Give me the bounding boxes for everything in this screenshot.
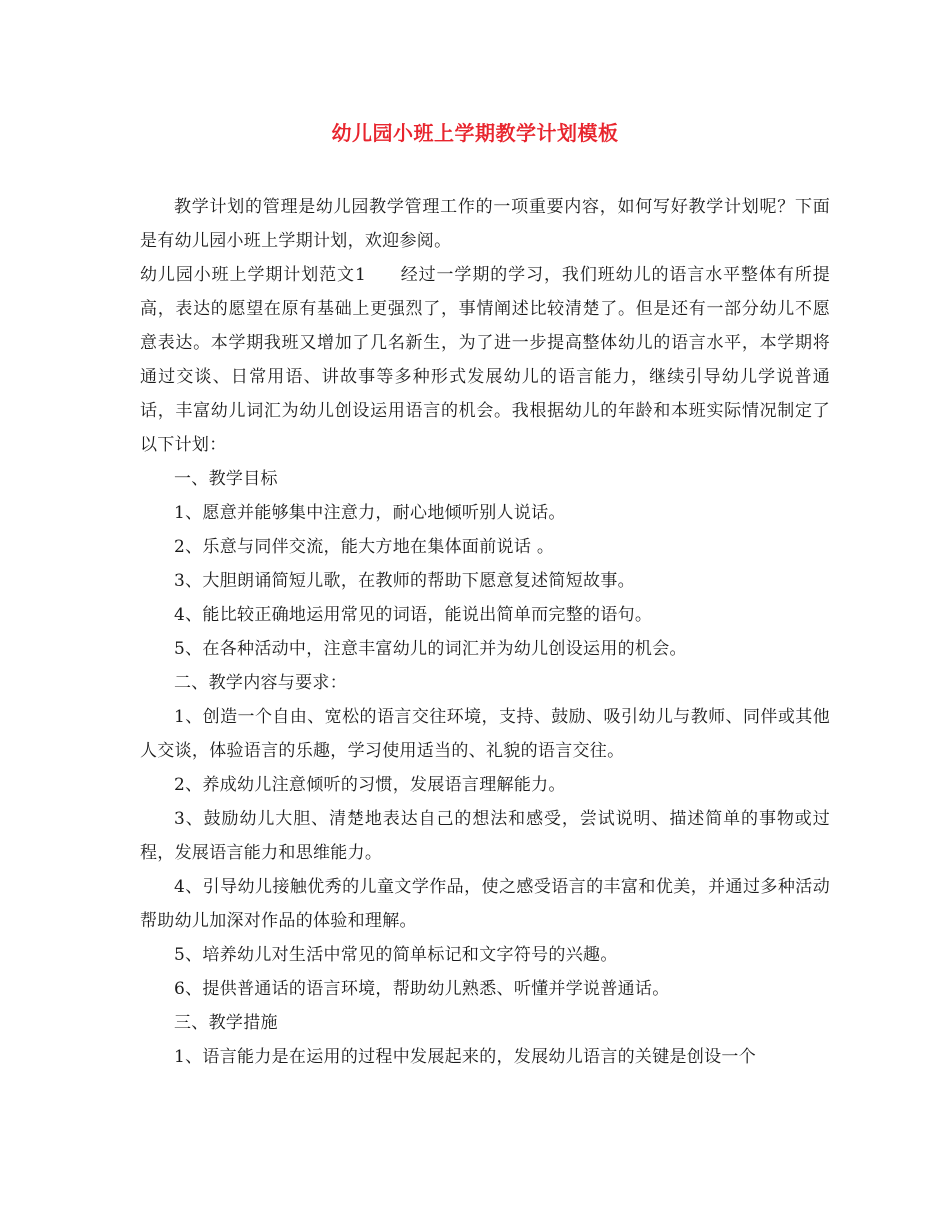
sample-text: 经过一学期的学习，我们班幼儿的语言水平整体有所提高，表达的愿望在原有基础上更强烈了，事情阐述比较清楚了。但是还有一部分幼儿不愿意表达。本学期我班又增加了几名新生，为了进一步提高整体幼儿的语言水平，本学期将通过交谈、日常用语、讲故事等多种形式发展幼儿的语言能力，继续引导幼儿学说普通话，丰富幼儿词汇为幼儿创设运用语言的机会。我根据幼儿的年龄和本班实际情况制定了以下计划：: [140, 265, 830, 455]
section-heading-objectives: 一、教学目标: [174, 469, 278, 489]
content-item: 3、鼓励幼儿大胆、清楚地表达自己的想法和感受，尝试说明、描述简单的事物或过程，发展语言能力和思维能力。: [140, 809, 830, 863]
objective-item: 3、大胆朗诵简短儿歌，在教师的帮助下愿意复述简短故事。: [174, 571, 635, 591]
measure-item: 1、语言能力是在运用的过程中发展起来的，发展幼儿语言的关键是创设一个: [174, 1047, 757, 1067]
content-item: 4、引导幼儿接触优秀的儿童文学作品，使之感受语言的丰富和优美，并通过多种活动帮助幼儿加深对作品的体验和理解。: [140, 877, 830, 931]
content-item: 2、养成幼儿注意倾听的习惯，发展语言理解能力。: [174, 775, 566, 795]
section-heading-content: 二、教学内容与要求：: [174, 673, 347, 693]
sample-heading: 幼儿园小班上学期计划范文1: [140, 265, 367, 285]
content-item: 5、培养幼儿对生活中常见的简单标记和文字符号的兴趣。: [174, 945, 618, 965]
objective-item: 4、能比较正确地运用常见的词语，能说出简单而完整的语句。: [174, 605, 653, 625]
objective-item: 1、愿意并能够集中注意力，耐心地倾听别人说话。: [174, 503, 566, 523]
document-title: 幼儿园小班上学期教学计划模板: [331, 121, 619, 145]
content-item: 6、提供普通话的语言环境，帮助幼儿熟悉、听懂并学说普通话。: [174, 979, 670, 999]
intro-paragraph: 教学计划的管理是幼儿园教学管理工作的一项重要内容，如何写好教学计划呢？下面是有幼儿园小班上学期计划，欢迎参阅。: [140, 197, 830, 251]
section-heading-measures: 三、教学措施: [174, 1013, 278, 1033]
sample-paragraph: [140, 258, 830, 462]
content-item: 1、创造一个自由、宽松的语言交往环境，支持、鼓励、吸引幼儿与教师、同伴或其他人交谈，体验语言的乐趣，学习使用适当的、礼貌的语言交往。: [140, 707, 830, 761]
objective-item: 2、乐意与同伴交流，能大方地在集体面前说话 。: [174, 537, 555, 557]
document-body: [140, 190, 830, 1074]
objective-item: 5、在各种活动中，注意丰富幼儿的词汇并为幼儿创设运用的机会。: [174, 639, 687, 659]
